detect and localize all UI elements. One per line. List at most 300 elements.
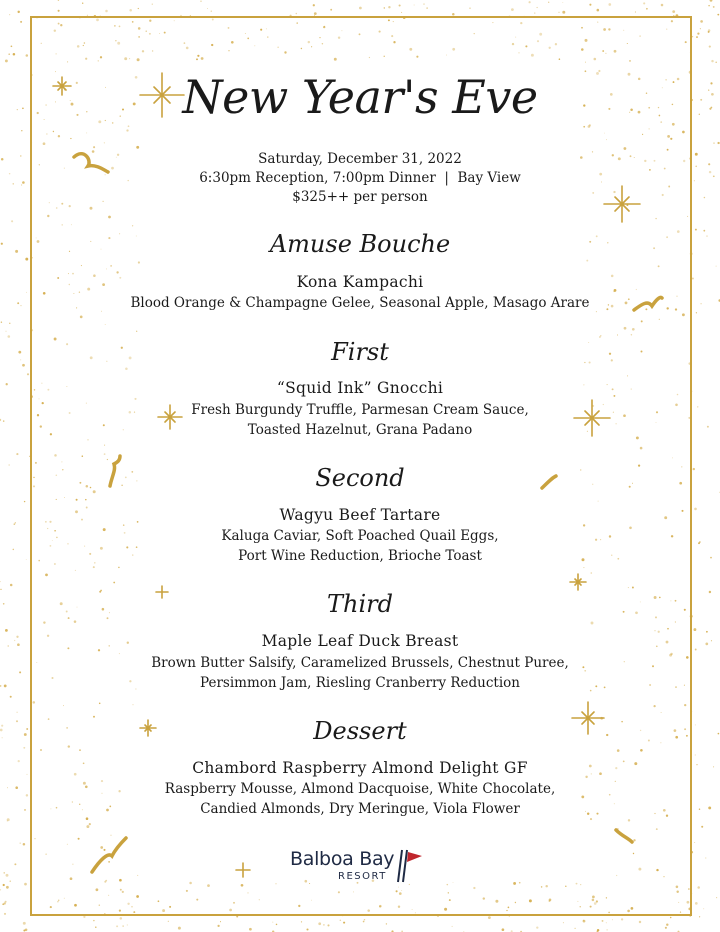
glitter-dot xyxy=(260,29,262,31)
glitter-dot xyxy=(589,4,591,6)
glitter-dot xyxy=(43,142,46,145)
glitter-dot xyxy=(39,164,40,165)
glitter-dot xyxy=(22,107,24,109)
glitter-dot xyxy=(1,725,3,727)
glitter-dot xyxy=(55,101,56,102)
glitter-dot xyxy=(37,112,39,114)
glitter-dot xyxy=(60,24,62,26)
glitter-dot xyxy=(363,921,365,923)
glitter-dot xyxy=(84,42,86,44)
glitter-dot xyxy=(340,920,341,921)
glitter-dot xyxy=(54,338,57,341)
glitter-dot xyxy=(162,909,165,912)
glitter-dot xyxy=(623,30,624,31)
dish-description: Port Wine Reduction, Brioche Toast xyxy=(238,548,482,564)
glitter-dot xyxy=(686,735,688,737)
glitter-dot xyxy=(677,78,680,81)
glitter-dot xyxy=(694,508,697,511)
glitter-dot xyxy=(57,277,59,279)
glitter-dot xyxy=(695,229,697,231)
glitter-dot xyxy=(639,921,641,923)
glitter-dot xyxy=(588,125,591,128)
glitter-dot xyxy=(393,21,394,22)
glitter-dot xyxy=(541,886,543,888)
glitter-dot xyxy=(301,921,302,922)
glitter-dot xyxy=(700,303,701,304)
glitter-dot xyxy=(717,14,719,16)
glitter-dot xyxy=(353,891,354,892)
dish-description: Toasted Hazelnut, Grana Padano xyxy=(247,422,473,438)
glitter-dot xyxy=(635,12,636,13)
glitter-dot xyxy=(79,18,80,19)
glitter-dot xyxy=(629,60,631,62)
glitter-dot xyxy=(642,134,643,135)
glitter-dot xyxy=(323,26,325,28)
glitter-dot xyxy=(592,896,595,899)
glitter-dot xyxy=(693,628,696,631)
glitter-dot xyxy=(452,48,455,51)
glitter-dot xyxy=(583,126,585,128)
glitter-dot xyxy=(21,184,22,185)
glitter-dot xyxy=(656,828,658,830)
glitter-dot xyxy=(660,121,662,123)
glitter-dot xyxy=(55,71,56,72)
glitter-dot xyxy=(663,809,666,812)
glitter-dot xyxy=(606,897,607,898)
glitter-dot xyxy=(633,839,635,841)
glitter-dot xyxy=(9,323,10,324)
glitter-dot xyxy=(75,570,76,571)
glitter-dot xyxy=(706,631,708,633)
glitter-dot xyxy=(129,58,130,59)
glitter-dot xyxy=(675,600,677,602)
glitter-dot xyxy=(627,910,630,913)
glitter-dot xyxy=(597,21,598,22)
glitter-dot xyxy=(717,142,719,144)
glitter-dot xyxy=(22,181,25,184)
glitter-dot xyxy=(23,922,26,925)
glitter-dot xyxy=(85,499,87,501)
glitter-dot xyxy=(16,636,18,638)
glitter-dot xyxy=(127,903,129,905)
glitter-dot xyxy=(549,900,551,902)
dish-description: Kaluga Caviar, Soft Poached Quail Eggs, xyxy=(221,528,499,544)
glitter-dot xyxy=(3,884,5,886)
glitter-dot xyxy=(1,243,3,245)
glitter-dot xyxy=(327,924,329,926)
glitter-dot xyxy=(401,12,402,13)
glitter-dot xyxy=(83,45,84,46)
glitter-dot xyxy=(608,3,611,6)
glitter-dot xyxy=(398,906,400,908)
glitter-dot xyxy=(469,8,470,9)
glitter-dot xyxy=(43,292,46,295)
glitter-dot xyxy=(18,351,21,354)
glitter-dot xyxy=(314,12,317,15)
glitter-dot xyxy=(229,909,232,912)
glitter-dot xyxy=(444,908,447,911)
glitter-dot xyxy=(384,56,385,57)
course-title-second: Second xyxy=(315,464,405,492)
glitter-dot xyxy=(447,884,448,885)
glitter-dot xyxy=(114,25,115,26)
glitter-dot xyxy=(119,879,122,882)
glitter-dot xyxy=(44,119,45,120)
glitter-dot xyxy=(384,7,385,8)
glitter-dot xyxy=(201,57,204,60)
glitter-dot xyxy=(5,629,8,632)
glitter-dot xyxy=(700,99,702,101)
glitter-dot xyxy=(667,628,669,630)
glitter-dot xyxy=(45,104,47,106)
glitter-dot xyxy=(565,885,567,887)
glitter-dot xyxy=(70,877,73,880)
glitter-dot xyxy=(687,901,690,904)
course-title-third: Third xyxy=(327,590,393,618)
glitter-dot xyxy=(40,749,42,751)
glitter-dot xyxy=(20,21,22,23)
glitter-dot xyxy=(608,28,610,30)
glitter-dot xyxy=(74,904,77,907)
glitter-dot xyxy=(330,9,332,11)
glitter-dot xyxy=(711,60,713,62)
glitter-dot xyxy=(643,2,645,4)
glitter-dot xyxy=(591,572,593,574)
glitter-dot xyxy=(58,10,60,12)
glitter-dot xyxy=(247,38,249,40)
glitter-dot xyxy=(126,129,128,131)
glitter-dot xyxy=(606,929,607,930)
glitter-dot xyxy=(131,906,133,908)
glitter-dot xyxy=(57,901,58,902)
glitter-dot xyxy=(178,927,181,930)
glitter-dot xyxy=(452,926,453,927)
glitter-dot xyxy=(43,621,45,623)
glitter-dot xyxy=(132,704,133,705)
glitter-dot xyxy=(679,482,682,485)
glitter-dot xyxy=(338,36,340,38)
glitter-dot xyxy=(58,0,60,1)
glitter-dot xyxy=(513,882,516,885)
glitter-dot xyxy=(116,925,118,927)
glitter-dot xyxy=(666,236,668,238)
glitter-dot xyxy=(695,166,697,168)
glitter-dot xyxy=(1,321,2,322)
glitter-dot xyxy=(56,537,58,539)
glitter-dot xyxy=(670,600,671,601)
glitter-dot xyxy=(7,820,8,821)
glitter-dot xyxy=(379,905,382,908)
glitter-dot xyxy=(26,728,28,730)
glitter-dot xyxy=(681,466,682,467)
glitter-dot xyxy=(104,453,106,455)
glitter-dot xyxy=(426,7,427,8)
glitter-dot xyxy=(341,30,342,31)
glitter-dot xyxy=(133,911,135,913)
glitter-dot xyxy=(529,1,531,3)
glitter-dot xyxy=(574,928,575,929)
glitter-dot xyxy=(169,906,171,908)
glitter-dot xyxy=(137,875,138,876)
glitter-dot xyxy=(93,920,94,921)
glitter-dot xyxy=(105,10,108,13)
glitter-dot xyxy=(52,540,53,541)
glitter-dot xyxy=(655,218,656,219)
glitter-dot xyxy=(589,124,591,126)
glitter-dot xyxy=(50,433,52,435)
glitter-dot xyxy=(1,158,4,161)
glitter-dot xyxy=(492,22,493,23)
glitter-dot xyxy=(24,883,27,886)
glitter-dot xyxy=(119,910,121,912)
glitter-dot xyxy=(515,902,516,903)
glitter-dot xyxy=(96,888,99,891)
glitter-dot xyxy=(26,559,27,560)
glitter-dot xyxy=(4,685,7,688)
glitter-dot xyxy=(99,904,100,905)
glitter-dot xyxy=(703,908,704,909)
glitter-dot xyxy=(10,881,11,882)
glitter-dot xyxy=(708,5,710,7)
glitter-dot xyxy=(96,19,99,22)
glitter-dot xyxy=(631,334,632,335)
glitter-dot xyxy=(708,163,710,165)
glitter-dot xyxy=(276,924,278,926)
glitter-dot xyxy=(266,28,267,29)
glitter-dot xyxy=(33,701,36,704)
glitter-dot xyxy=(483,897,485,899)
glitter-dot xyxy=(149,33,151,35)
glitter-dot xyxy=(416,56,418,58)
glitter-dot xyxy=(580,884,581,885)
glitter-dot xyxy=(64,898,65,899)
glitter-dot xyxy=(313,4,315,6)
glitter-dot xyxy=(692,36,694,38)
glitter-dot xyxy=(711,640,712,641)
glitter-dot xyxy=(621,918,623,920)
glitter-dot xyxy=(713,142,714,143)
glitter-dot xyxy=(641,320,643,322)
event-date: Saturday, December 31, 2022 xyxy=(258,151,462,167)
glitter-dot xyxy=(98,60,99,61)
glitter-dot xyxy=(664,516,667,519)
glitter-dot xyxy=(453,882,454,883)
glitter-dot xyxy=(3,603,5,605)
glitter-dot xyxy=(115,40,116,41)
glitter-dot xyxy=(104,445,105,446)
glitter-dot xyxy=(646,8,648,10)
glitter-dot xyxy=(596,900,598,902)
glitter-dot xyxy=(713,6,715,8)
glitter-dot xyxy=(594,58,597,61)
glitter-dot xyxy=(0,729,3,732)
glitter-dot xyxy=(525,45,527,47)
event-price: $325++ per person xyxy=(292,189,428,205)
glitter-dot xyxy=(5,901,7,903)
glitter-dot xyxy=(699,541,701,543)
dish-description: Raspberry Mousse, Almond Dacquoise, White Chocolate, xyxy=(164,781,556,797)
glitter-dot xyxy=(146,31,147,32)
glitter-dot xyxy=(649,128,650,129)
glitter-dot xyxy=(684,728,686,730)
glitter-dot xyxy=(4,902,6,904)
glitter-dot xyxy=(231,41,234,44)
glitter-dot xyxy=(677,230,680,233)
glitter-dot xyxy=(13,183,14,184)
glitter-dot xyxy=(0,419,1,421)
glitter-dot xyxy=(674,729,677,732)
glitter-dot xyxy=(86,132,87,133)
glitter-dot xyxy=(614,50,617,53)
glitter-dot xyxy=(627,375,628,376)
glitter-dot xyxy=(656,869,658,871)
glitter-dot xyxy=(47,215,49,217)
glitter-dot xyxy=(48,718,50,720)
glitter-dot xyxy=(107,459,108,460)
glitter-dot xyxy=(662,87,663,88)
glitter-dot xyxy=(8,53,10,55)
glitter-dot xyxy=(58,900,60,902)
glitter-dot xyxy=(110,265,112,267)
glitter-dot xyxy=(662,194,664,196)
glitter-dot xyxy=(666,307,668,309)
glitter-dot xyxy=(132,225,133,226)
glitter-dot xyxy=(245,33,246,34)
glitter-dot xyxy=(683,160,685,162)
glitter-dot xyxy=(519,882,521,884)
glitter-dot xyxy=(254,45,255,46)
glitter-dot xyxy=(49,521,51,523)
glitter-dot xyxy=(713,766,714,767)
glitter-dot xyxy=(367,909,370,912)
glitter-dot xyxy=(617,335,618,336)
glitter-dot xyxy=(661,712,662,713)
glitter-dot xyxy=(677,394,679,396)
glitter-dot xyxy=(364,919,365,920)
glitter-dot xyxy=(108,216,111,219)
glitter-dot xyxy=(3,420,4,421)
glitter-dot xyxy=(583,920,584,921)
glitter-dot xyxy=(25,929,28,932)
glitter-dot xyxy=(709,171,711,173)
glitter-dot xyxy=(594,902,597,905)
glitter-dot xyxy=(659,319,660,320)
glitter-dot xyxy=(7,787,8,788)
balboa-bay-resort-logo xyxy=(290,848,430,888)
glitter-dot xyxy=(716,897,717,898)
glitter-dot xyxy=(534,13,535,14)
glitter-dot xyxy=(693,468,695,470)
glitter-dot xyxy=(343,922,345,924)
glitter-dot xyxy=(34,389,35,390)
glitter-dot xyxy=(311,46,312,47)
glitter-dot xyxy=(54,454,57,457)
glitter-dot xyxy=(58,135,60,137)
glitter-dot xyxy=(685,41,687,43)
glitter-dot xyxy=(35,462,37,464)
glitter-dot xyxy=(512,43,514,45)
glitter-dot xyxy=(559,58,561,60)
glitter-dot xyxy=(124,57,127,60)
logo-subtext: RESORT xyxy=(338,871,387,882)
glitter-dot xyxy=(687,216,688,217)
glitter-dot xyxy=(318,922,321,925)
glitter-dot xyxy=(228,50,229,51)
glitter-dot xyxy=(16,453,18,455)
glitter-dot xyxy=(710,557,712,559)
glitter-dot xyxy=(37,240,40,243)
glitter-dot xyxy=(545,885,547,887)
glitter-dot xyxy=(33,485,35,487)
glitter-dot xyxy=(47,389,49,391)
glitter-dot xyxy=(537,40,539,42)
glitter-dot xyxy=(414,5,415,6)
glitter-dot xyxy=(9,14,10,15)
glitter-dot xyxy=(2,903,4,905)
glitter-dot xyxy=(267,36,268,37)
glitter-dot xyxy=(632,328,635,331)
glitter-dot xyxy=(583,920,586,923)
glitter-dot xyxy=(633,853,634,854)
glitter-dot xyxy=(707,426,709,428)
glitter-dot xyxy=(15,786,18,789)
glitter-dot xyxy=(518,52,519,53)
glitter-dot xyxy=(388,6,390,8)
glitter-dot xyxy=(695,902,698,905)
glitter-dot xyxy=(67,61,68,62)
glitter-dot xyxy=(37,414,39,416)
glitter-dot xyxy=(608,912,610,914)
dish-name: “Squid Ink” Gnocchi xyxy=(276,379,444,397)
glitter-dot xyxy=(669,654,672,657)
glitter-dot xyxy=(23,747,25,749)
glitter-dot xyxy=(673,81,675,83)
glitter-dot xyxy=(695,649,697,651)
glitter-dot xyxy=(9,465,10,466)
glitter-dot xyxy=(506,910,507,911)
glitter-dot xyxy=(695,153,698,156)
glitter-dot xyxy=(616,875,617,876)
glitter-dot xyxy=(536,926,538,928)
glitter-dot xyxy=(13,53,16,56)
glitter-dot xyxy=(26,292,27,293)
glitter-dot xyxy=(311,900,312,901)
glitter-dot xyxy=(700,28,701,29)
glitter-dot xyxy=(56,807,58,809)
glitter-dot xyxy=(640,447,643,450)
glitter-dot xyxy=(590,906,592,908)
glitter-dot xyxy=(27,774,28,775)
glitter-dot xyxy=(17,302,19,304)
glitter-dot xyxy=(142,50,144,52)
glitter-dot xyxy=(515,37,516,38)
glitter-dot xyxy=(79,749,81,751)
glitter-dot xyxy=(664,168,666,170)
glitter-dot xyxy=(716,266,717,267)
glitter-dot xyxy=(54,530,56,532)
glitter-dot xyxy=(83,916,85,918)
glitter-dot xyxy=(369,57,370,58)
glitter-dot xyxy=(665,79,667,81)
course-title-first: First xyxy=(331,338,389,366)
glitter-dot xyxy=(675,736,678,739)
glitter-dot xyxy=(409,48,412,51)
glitter-dot xyxy=(6,383,8,385)
glitter-dot xyxy=(508,907,510,909)
glitter-dot xyxy=(577,901,578,902)
glitter-dot xyxy=(103,849,105,851)
glitter-dot xyxy=(696,36,698,38)
